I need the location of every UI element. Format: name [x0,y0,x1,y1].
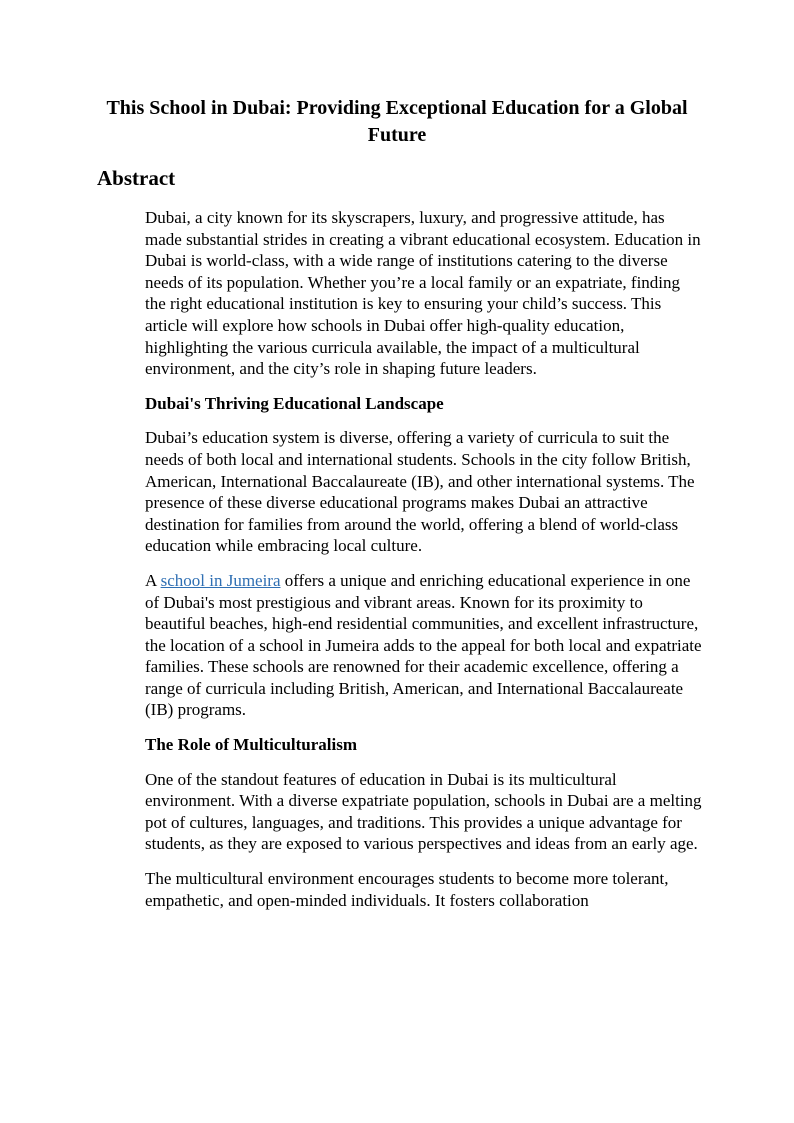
educational-landscape-heading: Dubai's Thriving Educational Landscape [145,393,444,413]
jumeira-paragraph-text: offers a unique and enriching educational experience in one of Dubai's most prestigious and vibrant areas. Known for its proximity to beautiful beaches, high-end residential communities, and excellent infrastructure, the location of a school in Jumeira adds to the appeal for both local and expatriate families. These schools are renowned for their academic excellence, offering a range of curricula including British, American, and International Baccalaureate (IB) programs. [145,570,702,720]
abstract-paragraph: Dubai, a city known for its skyscrapers, luxury, and progressive attitude, has made substantial strides in creating a vibrant educational ecosystem. Education in Dubai is world-class, with a wide range of institutions catering to the diverse needs of its population. Whether you’re a local family or an expatriate, finding the right educational institution is key to ensuring your child’s success. This article will explore how schools in Dubai offer high-quality education, highlighting the various curricula available, the impact of a multicultural environment, and the city’s role in shaping future leaders. [145,208,701,379]
document-title: This School in Dubai: Providing Exceptional Education for a Global Future [106,97,688,146]
jumeira-paragraph-prefix: A [145,570,161,590]
jumeira-paragraph [145,570,705,721]
educational-landscape-paragraph: Dubai’s education system is diverse, offering a variety of curricula to suit the needs of both local and international students. Schools in the city follow British, American, International Baccalaureate (IB), and other international systems. The presence of these diverse educational programs makes Dubai an attractive destination for families from around the world, offering a blend of world-class education while embracing local culture. [145,428,695,556]
abstract-heading: Abstract [97,166,176,190]
multiculturalism-paragraph-1: One of the standout features of education in Dubai is its multicultural environment. With a diverse expatriate population, schools in Dubai are a melting pot of cultures, languages, and traditions. This provides a unique advantage for students, as they are exposed to various perspectives and ideas from an early age. [145,769,702,854]
multiculturalism-heading: The Role of Multiculturalism [145,735,358,755]
multiculturalism-paragraph-2: The multicultural environment encourages students to become more tolerant, empathetic, and open-minded individuals. It fosters collaboration [145,869,669,910]
document-body [145,207,705,924]
school-in-jumeira-link[interactable]: school in Jumeira [160,570,281,590]
